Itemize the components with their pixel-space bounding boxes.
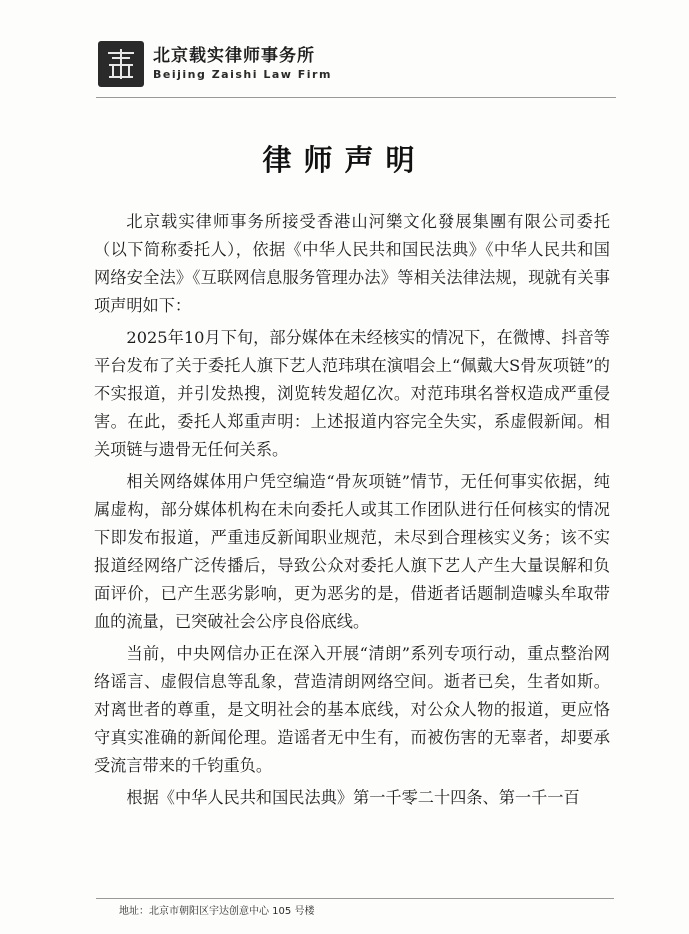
firm-name-cn: 北京载实律师事务所	[153, 46, 315, 66]
footer-divider	[96, 898, 614, 899]
document-title: 律师声明	[262, 143, 427, 177]
header-divider	[96, 97, 616, 98]
letterhead	[98, 38, 332, 90]
statement-body	[94, 208, 610, 816]
paragraph-4: 当前，中央网信办正在深入开展“清朗”系列专项行动，重点整治网络谣言、虚假信息等乱象，营造清朗网络空间。逝者已矣，生者如斯。对离世者的尊重，是文明社会的基本底线，对公众人物的报道，更应恪守真实准确的新闻伦理。造谣者无中生有，而被伤害的无辜者，却要承受流言带来的千钧重负。	[94, 644, 610, 775]
paragraph-5: 根据《中华人民共和国民法典》第一千零二十四条、第一千一百	[126, 788, 580, 807]
footer-address: 地址：北京市朝阳区宇达创意中心 105 号楼	[119, 906, 315, 917]
paragraph-1: 北京载实律师事务所接受香港山河樂文化發展集團有限公司委托（以下简称委托人），依据《中华人民共和国民法典》《中华人民共和国网络安全法》《互联网信息服务管理办法》等相关法律法规，现就有关事项声明如下：	[94, 212, 610, 315]
paragraph-3: 相关网络媒体用户凭空编造“骨灰项链”情节，无任何事实依据，纯属虚构，部分媒体机构在未向委托人或其工作团队进行任何核实的情况下即发布报道，严重违反新闻职业规范，未尽到合理核实义务；该不实报道经网络广泛传播后，导致公众对委托人旗下艺人产生大量误解和负面评价，已产生恶劣影响，更为恶劣的是，借逝者话题制造噱头牟取带血的流量，已突破社会公序良俗底线。	[94, 472, 610, 631]
firm-names	[153, 45, 332, 83]
firm-seal-logo-icon	[98, 41, 144, 87]
firm-name-en: Beijing Zaishi Law Firm	[153, 68, 332, 81]
paragraph-2: 2025年10月下旬，部分媒体在未经核实的情况下，在微博、抖音等平台发布了关于委托人旗下艺人范玮琪在演唱会上“佩戴大S骨灰项链”的不实报道，并引发热搜，浏览转发超亿次。对范玮琪名誉权造成严重侵害。在此，委托人郑重声明：上述报道内容完全失实，系虚假新闻。相关项链与遗骨无任何关系。	[94, 328, 610, 459]
